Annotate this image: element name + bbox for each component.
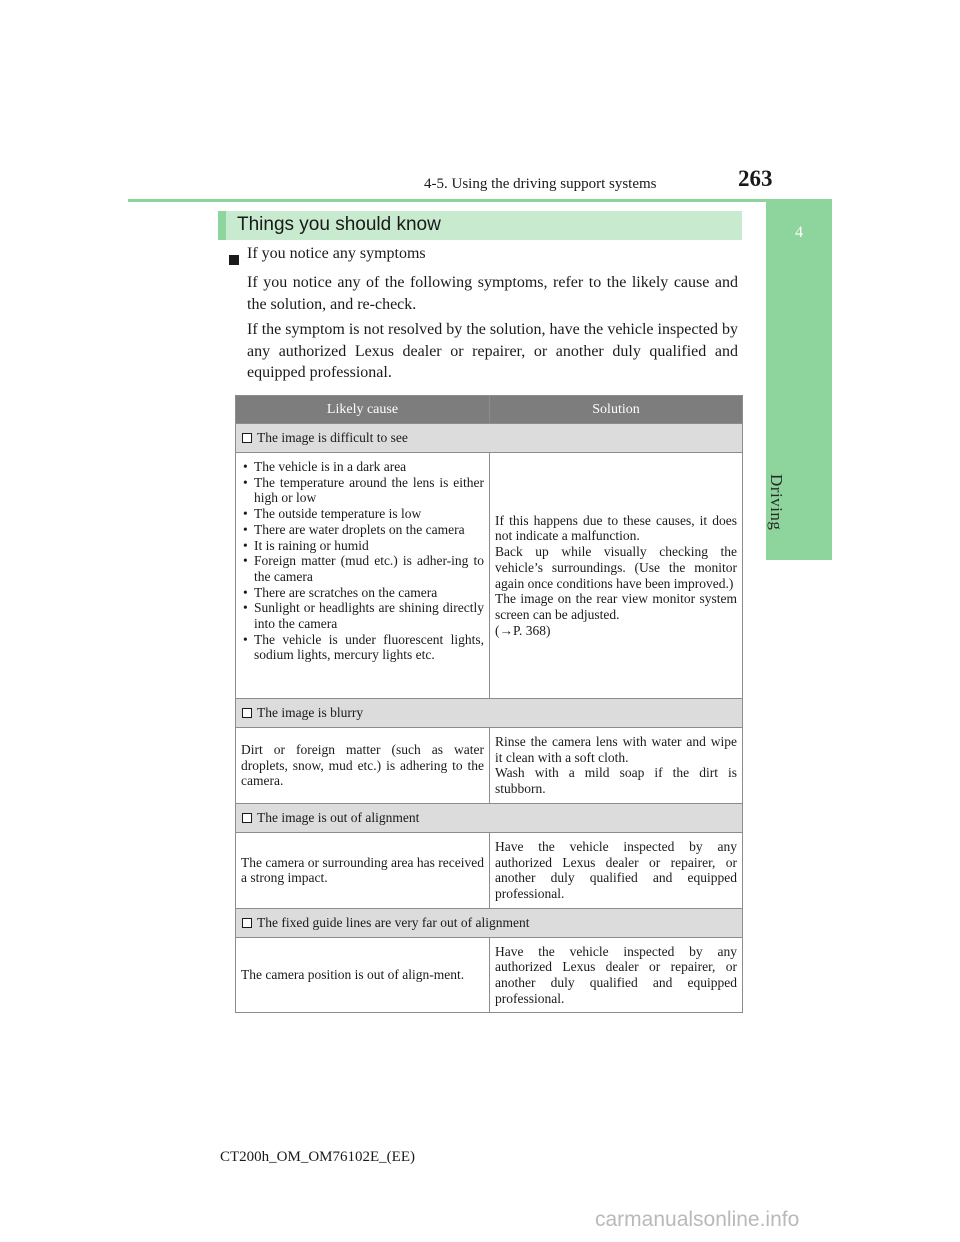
document-code: CT200h_OM_OM76102E_(EE)	[220, 1149, 415, 1165]
cause-cell: The camera or surrounding area has received a strong impact.	[236, 832, 490, 908]
list-item: • The vehicle is under fluorescent lights, sodium lights, mercury lights etc.	[241, 632, 484, 663]
chapter-number: 4	[795, 224, 803, 241]
section-title: 4-5. Using the driving support systems	[424, 176, 657, 192]
category-row	[236, 908, 743, 937]
list-item: • It is raining or humid	[241, 538, 484, 554]
category-row	[236, 803, 743, 832]
list-item: • The vehicle is in a dark area	[241, 459, 484, 475]
category-cell	[236, 424, 743, 453]
table-row	[236, 937, 743, 1013]
cause-list	[241, 459, 484, 663]
header-likely-cause: Likely cause	[236, 396, 490, 424]
symptoms-heading: If you notice any symptoms	[247, 245, 426, 262]
category-label: The image is out of alignment	[257, 809, 420, 825]
header-solution: Solution	[490, 396, 743, 424]
solution-line: Back up while visually checking the vehicle’s surroundings. (Use the monitor again once conditions have been improved.)	[495, 544, 737, 591]
checkbox-icon	[242, 708, 252, 718]
page-reference: (→P. 368)	[495, 622, 551, 638]
chapter-side-tab	[766, 202, 832, 560]
solution-line: The image on the rear view monitor system screen can be adjusted.	[495, 591, 737, 622]
list-item: • The outside temperature is low	[241, 506, 484, 522]
category-row	[236, 699, 743, 728]
category-cell	[236, 803, 743, 832]
table-row	[236, 832, 743, 908]
category-cell	[236, 699, 743, 728]
category-label: The image is blurry	[257, 705, 364, 721]
watermark: carmanualsonline.info	[595, 1208, 800, 1231]
list-item: • There are water droplets on the camera	[241, 522, 484, 538]
solution-line: Rinse the camera lens with water and wipe it clean with a soft cloth.	[495, 734, 737, 765]
chapter-label: Driving	[767, 474, 786, 531]
list-item: • The temperature around the lens is either high or low	[241, 475, 484, 506]
list-item: • Sunlight or headlights are shining directly into the camera	[241, 600, 484, 631]
list-item: • There are scratches on the camera	[241, 585, 484, 601]
cause-cell: The camera position is out of align-ment.	[236, 937, 490, 1013]
checkbox-icon	[242, 433, 252, 443]
symptoms-paragraph-1: If you notice any of the following symptoms, refer to the likely cause and the solution, and re-check.	[247, 274, 738, 313]
solution-line: If this happens due to these causes, it does not indicate a malfunction.	[495, 512, 737, 544]
category-row	[236, 424, 743, 453]
symptom-table	[235, 395, 743, 1013]
header-rule	[128, 199, 832, 202]
solution-cell	[490, 453, 743, 699]
page-number: 263	[738, 166, 773, 191]
solution-cell: Have the vehicle inspected by any authorized Lexus dealer or repairer, or another duly qualified and equipped professional.	[490, 832, 743, 908]
table-row	[236, 453, 743, 699]
solution-cell: Have the vehicle inspected by any authorized Lexus dealer or repairer, or another duly qualified and equipped professional.	[490, 937, 743, 1013]
category-label: The fixed guide lines are very far out of alignment	[257, 914, 530, 930]
checkbox-icon	[242, 918, 252, 928]
table-header-row	[236, 396, 743, 424]
solution-cell	[490, 728, 743, 804]
checkbox-icon	[242, 813, 252, 823]
symptoms-paragraph-2: If the symptom is not resolved by the solution, have the vehicle inspected by any authorized Lexus dealer or repairer, or another duly qualified and equipped professional.	[247, 321, 738, 381]
table-row	[236, 728, 743, 804]
solution-line: Wash with a mild soap if the dirt is stubborn.	[495, 765, 737, 797]
square-bullet-icon	[229, 255, 239, 265]
category-cell	[236, 908, 743, 937]
things-you-should-know-banner	[218, 211, 742, 240]
cause-cell: Dirt or foreign matter (such as water droplets, snow, mud etc.) is adhering to the camera.	[236, 728, 490, 804]
cause-cell	[236, 453, 490, 699]
category-label: The image is difficult to see	[257, 430, 408, 446]
things-title: Things you should know	[237, 214, 441, 235]
list-item: • Foreign matter (mud etc.) is adher-ing to the camera	[241, 553, 484, 584]
